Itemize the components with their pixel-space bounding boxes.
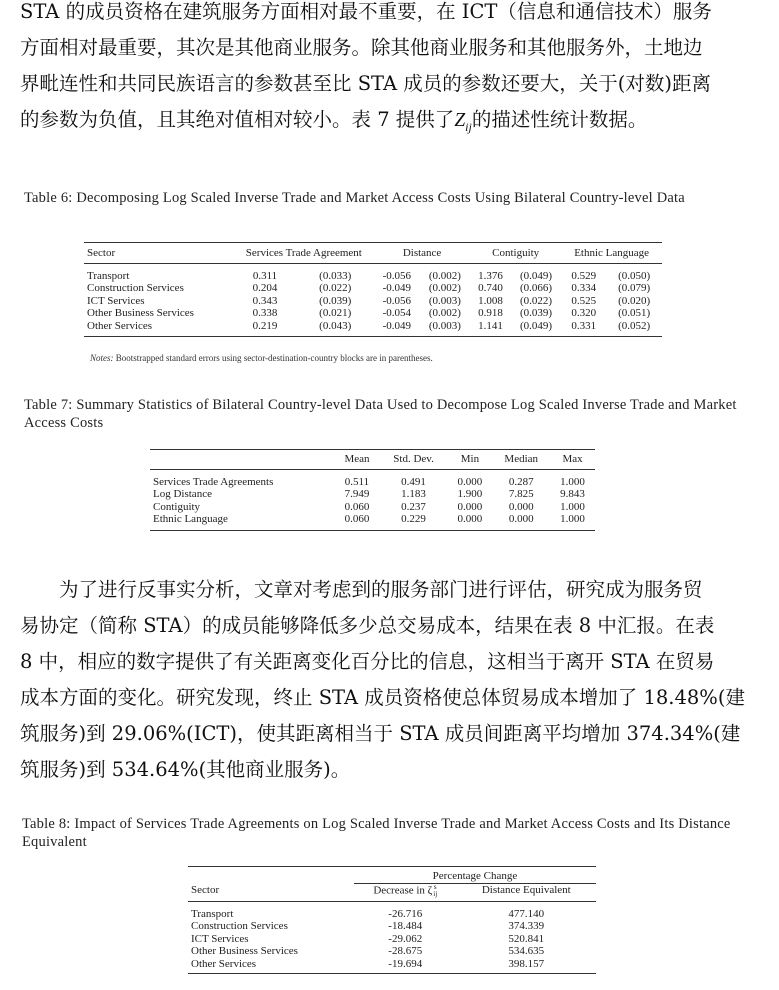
table8-header-decrease-label: Decrease in ζ <box>373 884 433 897</box>
table7-header-max: Max <box>550 450 595 470</box>
table6-cell-se: (0.052) <box>618 319 651 332</box>
table6-cell-coef: 1.008 <box>478 294 503 307</box>
table6-cell-se: (0.002) <box>428 282 461 294</box>
table6-cell-se: (0.079) <box>618 282 651 294</box>
table8-body <box>188 901 596 974</box>
table6-cell-sector: Transport <box>87 269 130 282</box>
table7-cell-value: 0.000 <box>457 500 483 513</box>
table6-cell-coef: 0.338 <box>252 307 278 319</box>
table8-row <box>188 933 596 946</box>
table6-row <box>84 263 662 282</box>
table8-header-blank <box>188 867 354 884</box>
table7-row <box>150 513 595 530</box>
table8-header-decrease-indices <box>433 884 437 898</box>
para2-line2: 易协定（简称 STA）的成员能够降低多少总交易成本，结果在表 8 中汇报。在表 <box>20 614 715 637</box>
table6-cell-coef: 0.320 <box>571 307 597 319</box>
table6-cell-se: (0.021) <box>319 307 352 319</box>
table6-cell-se: (0.049) <box>519 269 553 282</box>
table7-cell-value: 0.237 <box>401 500 426 513</box>
table6-cell-coef: 0.740 <box>478 282 503 294</box>
table8-cell-sector: Transport <box>191 907 234 920</box>
table6-row <box>84 282 662 295</box>
zij-letter: Z <box>454 110 466 131</box>
table8-header-decrease <box>354 883 457 901</box>
table6-row <box>84 307 662 320</box>
table6-cell-se: (0.002) <box>428 307 461 319</box>
table7-cell-value: 1.183 <box>401 488 426 500</box>
table7-header-blank <box>150 450 334 470</box>
table6-cell-se: (0.022) <box>519 294 553 307</box>
table7-cell-value: 0.000 <box>508 513 534 525</box>
table6-cell-coef: 1.376 <box>478 269 503 282</box>
table6-header-distance: Distance <box>374 243 470 264</box>
table8-cell-distance: 520.841 <box>508 932 545 945</box>
para2-line6: 筑服务)到 534.64%(其他商业服务)。 <box>20 758 351 781</box>
table8-cell-sector: Other Services <box>191 957 257 970</box>
table6-cell-se: (0.043) <box>319 319 352 332</box>
table8-cell-sector: ICT Services <box>191 932 249 945</box>
table6-body <box>84 263 662 337</box>
table8-header-decrease-sup: s <box>433 882 437 891</box>
table6-cell-coef: 0.525 <box>571 294 597 307</box>
table6-cell-se: (0.051) <box>618 307 651 319</box>
table6-cell-se: (0.003) <box>428 294 461 307</box>
table8-cell-decrease: -28.675 <box>388 945 423 957</box>
table6-cell-coef: 0.918 <box>478 307 503 319</box>
table6-cell-se: (0.039) <box>319 294 352 307</box>
table7-header-mean: Mean <box>334 450 379 470</box>
table8-cell-distance: 374.339 <box>508 920 545 932</box>
table7-cell-value: 0.000 <box>508 500 534 513</box>
table6-cell-coef: 0.204 <box>252 282 278 294</box>
table6-cell-coef: -0.054 <box>382 307 412 319</box>
table6-notes-label: Notes: <box>90 353 114 363</box>
para2-line1: 为了进行反事实分析，文章对考虑到的服务部门进行评估，研究成为服务贸 <box>59 578 703 601</box>
table7-header-stddev: Std. Dev. <box>380 450 448 470</box>
table8-header-distance: Distance Equivalent <box>457 883 596 901</box>
table8-row <box>188 958 596 974</box>
table6-cell-coef: -0.049 <box>382 319 412 332</box>
table7-row <box>150 501 595 514</box>
table8-cell-decrease: -19.694 <box>388 957 423 970</box>
table8-cell-decrease: -18.484 <box>388 920 423 932</box>
table6-cell-sector: Other Services <box>87 319 153 332</box>
table7-cell-value: 0.000 <box>457 513 483 525</box>
table7-cell-value: 9.843 <box>560 488 585 500</box>
table7-cell-label: Ethnic Language <box>153 513 228 525</box>
table8-header-decrease-sub: ij <box>433 889 438 898</box>
table6-cell-sector: Other Business Services <box>87 307 194 319</box>
zij-subscript: ij <box>465 119 472 134</box>
table8-cell-distance: 534.635 <box>508 945 545 957</box>
table7-cell-value: 0.287 <box>508 475 534 488</box>
table8-row <box>188 945 596 958</box>
table8-cell-sector: Other Business Services <box>191 945 298 957</box>
table6-cell-sector: ICT Services <box>87 294 145 307</box>
table6-cell-se: (0.022) <box>319 282 352 294</box>
table7-cell-value: 7.825 <box>508 488 534 500</box>
table7-cell-value: 7.949 <box>344 488 370 500</box>
table6-header-contiguity: Contiguity <box>470 243 561 264</box>
para2-line4: 成本方面的变化。研究发现，终止 STA 成员资格使总体贸易成本增加了 18.48%(建 <box>20 686 745 709</box>
table7-caption: Table 7: Summary Statistics of Bilateral Country-level Data Used to Decompose Log Scaled Inverse Trade and Market Access Costs <box>24 397 737 431</box>
table7-cell-value: 1.000 <box>560 513 585 525</box>
para1-line2: 方面相对最重要，其次是其他商业服务。除其他商业服务和其他服务外，土地边 <box>20 36 703 59</box>
table6-notes <box>90 353 433 363</box>
table7 <box>150 449 595 531</box>
table6-cell-coef: 0.529 <box>571 269 597 282</box>
table8-row <box>188 901 596 920</box>
table7-cell-value: 0.000 <box>457 475 483 488</box>
table8-cell-distance: 477.140 <box>508 907 545 920</box>
table6-cell-sector: Construction Services <box>87 282 184 294</box>
para2-line3: 8 中，相应的数字提供了有关距离变化百分比的信息，这相当于离开 STA 在贸易 <box>20 650 715 673</box>
table6-header-ethnic: Ethnic Language <box>561 243 662 264</box>
table6-cell-coef: -0.049 <box>382 282 412 294</box>
table8-cell-decrease: -26.716 <box>388 907 423 920</box>
table6-cell-se: (0.049) <box>519 319 553 332</box>
table6-cell-coef: 0.331 <box>571 319 597 332</box>
table8-cell-distance: 398.157 <box>508 957 545 970</box>
table7-row <box>150 469 595 488</box>
table7-cell-value: 0.491 <box>401 475 426 488</box>
table6-cell-se: (0.033) <box>319 269 352 282</box>
table7-header-min: Min <box>448 450 493 470</box>
table7-cell-value: 0.229 <box>401 513 426 525</box>
table7-body <box>150 469 595 530</box>
table6-cell-se: (0.066) <box>519 282 553 294</box>
table8-row <box>188 920 596 933</box>
para2-line5: 筑服务)到 29.06%(ICT)，使其距离相当于 STA 成员间距离平均增加 374.34%(建 <box>20 722 741 745</box>
para1-line1: STA 的成员资格在建筑服务方面相对最不重要，在 ICT（信息和通信技术）服务 <box>20 0 712 23</box>
table7-cell-label: Services Trade Agreements <box>153 475 274 488</box>
table6-cell-se: (0.039) <box>519 307 553 319</box>
table8-cell-sector: Construction Services <box>191 920 288 932</box>
table6-cell-coef: 0.343 <box>252 294 278 307</box>
table6-notes-text: Bootstrapped standard errors using sector-destination-country blocks are in parentheses. <box>115 353 433 363</box>
table8-caption: Table 8: Impact of Services Trade Agreements on Log Scaled Inverse Trade and Market Access Costs and Its Distance Equivalent <box>22 816 731 850</box>
para1-line4-b: 的描述性统计数据。 <box>471 108 648 131</box>
table6-header-sector: Sector <box>84 243 234 264</box>
para1-line4-a: 的参数为负值，且其绝对值相对较小。表 7 提供了 <box>20 108 455 131</box>
table7-header-median: Median <box>492 450 550 470</box>
table6-cell-coef: -0.056 <box>382 269 412 282</box>
paragraph-1 <box>20 0 765 145</box>
table6-cell-coef: 0.334 <box>571 282 597 294</box>
table6 <box>84 242 662 337</box>
table6-cell-coef: 0.311 <box>252 269 278 282</box>
para1-line3: 界毗连性和共同民族语言的参数甚至比 STA 成员的参数还要大，关于(对数)距离 <box>20 72 711 95</box>
table7-cell-value: 0.511 <box>344 475 370 488</box>
table7-cell-value: 0.060 <box>344 500 370 513</box>
table7-cell-value: 1.000 <box>560 500 585 513</box>
table6-row <box>84 320 662 337</box>
table7-cell-value: 0.060 <box>344 513 370 525</box>
table6-header-sta: Services Trade Agreement <box>234 243 374 264</box>
table6-row <box>84 295 662 308</box>
table8-cell-decrease: -29.062 <box>388 932 423 945</box>
paragraph-2 <box>20 572 765 788</box>
table6-cell-se: (0.002) <box>428 269 461 282</box>
table6-cell-coef: -0.056 <box>382 294 412 307</box>
table7-row <box>150 488 595 501</box>
para1-line4 <box>20 102 765 145</box>
table6-caption: Table 6: Decomposing Log Scaled Inverse Trade and Market Access Costs Using Bilateral Country-level Data <box>24 190 685 206</box>
table8-header-sector: Sector <box>188 883 354 901</box>
table6-cell-se: (0.003) <box>428 319 461 332</box>
table7-cell-value: 1.000 <box>560 475 585 488</box>
table6-cell-se: (0.020) <box>618 294 651 307</box>
table6-cell-coef: 0.219 <box>252 319 278 332</box>
table7-cell-value: 1.900 <box>457 488 483 500</box>
table6-cell-coef: 1.141 <box>478 319 503 332</box>
table8-header-group: Percentage Change <box>354 867 596 884</box>
table7-cell-label: Log Distance <box>153 488 212 500</box>
table7-cell-label: Contiguity <box>153 500 201 513</box>
zij-symbol <box>454 110 472 134</box>
table6-cell-se: (0.050) <box>618 269 651 282</box>
table8 <box>188 866 596 974</box>
